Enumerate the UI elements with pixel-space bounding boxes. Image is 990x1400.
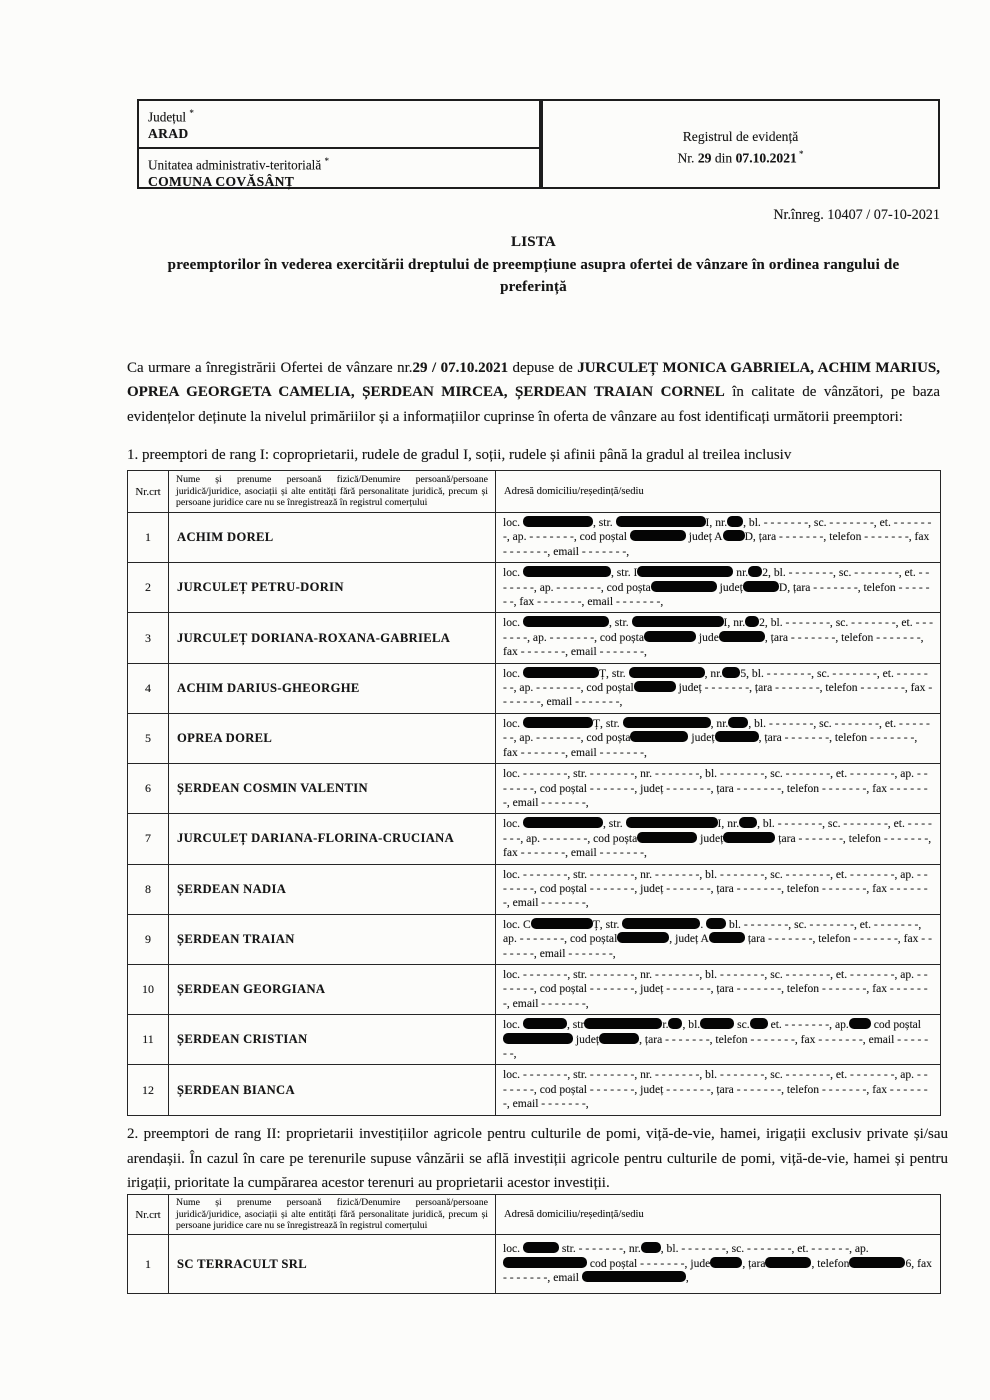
redaction-bar xyxy=(644,631,696,642)
col-header-name: Nume și prenume persoană fizică/Denumire persoană/persoane juridică/juridice, asociații și alte entități fără personalitate juridică, precum și persoane juridice care nu se înregistrează în registrul comerțului xyxy=(169,1195,496,1235)
redaction-bar xyxy=(523,1018,567,1029)
row-number-cell: 2 xyxy=(128,563,169,613)
name-cell: OPREA DOREL xyxy=(169,713,496,763)
uat-label: Unitatea administrativ-teritorială * xyxy=(148,156,329,173)
address-cell: loc. , str. I, nr. , bl. - - - - - - -, sc. - - - - - - -, et. - - - - - - -, ap. - - - - - - -, cod poșta județ țara - - - - - - -, telefon - - - - - - -, fax - - - - - - -, email - - - - - - -, xyxy=(496,814,941,864)
registry-entry: Nr. 29 din 07.10.2021 * xyxy=(677,148,804,166)
redaction-bar xyxy=(630,530,686,541)
row-number-cell: 9 xyxy=(128,914,169,964)
registry-box xyxy=(541,99,940,189)
redaction-bar xyxy=(523,616,609,627)
registry-title: Registrul de evidență xyxy=(682,129,799,144)
address-cell: loc. C Ț, str. . bl. - - - - - - -, sc. - - - - - - -, et. - - - - - - -, ap. - - - - - - -, cod poștal , județ A țara - - - - - - -, telefon - - - - - - -, fax - - - - - - -, email - - - - - - -, xyxy=(496,914,941,964)
redaction-bar xyxy=(710,1257,742,1268)
uat-value: COMUNA COVĂSÂNȚ xyxy=(148,174,295,190)
table-row xyxy=(128,663,941,713)
uat-cell xyxy=(139,149,539,192)
redaction-bar xyxy=(599,1033,639,1044)
redaction-bar xyxy=(849,1018,871,1029)
redaction-bar xyxy=(503,1033,573,1044)
table-row xyxy=(128,563,941,613)
name-cell: JURCULEȚ DARIANA-FLORINA-CRUCIANA xyxy=(169,814,496,864)
rank2-table xyxy=(127,1194,941,1294)
redaction-bar xyxy=(523,516,593,527)
name-cell: ȘERDEAN BIANCA xyxy=(169,1065,496,1115)
table-row xyxy=(128,1015,941,1065)
address-cell: loc. , str. I nr. 2, bl. - - - - - - -, sc. - - - - - - -, et. - - - - - - -, ap. - - - - - - -, cod poșta județ D, țara - - - - - - -, telefon - - - - - - -, fax - - - - - - -, email - - - - - - -, xyxy=(496,563,941,613)
redaction-bar xyxy=(765,1257,811,1268)
redaction-bar xyxy=(616,516,706,527)
address-cell: loc. - - - - - - -, str. - - - - - - -, nr. - - - - - - -, bl. - - - - - - -, sc. - - - - - - -, et. - - - - - - -, ap. - - - - - - -, cod poștal - - - - - - -, județ - - - - - - -, țara - - - - - - -, telefon - - - - - - -, fax - - - - - - -, email - - - - - - -, xyxy=(496,964,941,1014)
title-line2: preemptorilor în vederea exercitării dreptului de preempțiune asupra ofertei de vânzare în ordinea rangului de xyxy=(167,256,900,273)
redaction-bar xyxy=(523,817,603,828)
row-number-cell: 1 xyxy=(128,513,169,563)
document-title xyxy=(127,231,940,299)
redaction-bar xyxy=(719,631,765,642)
row-number-cell: 7 xyxy=(128,814,169,864)
redaction-bar xyxy=(745,616,759,627)
address-cell: loc. - - - - - - -, str. - - - - - - -, nr. - - - - - - -, bl. - - - - - - -, sc. - - - - - - -, et. - - - - - - -, ap. - - - - - - -, cod poștal - - - - - - -, județ - - - - - - -, țara - - - - - - -, telefon - - - - - - -, fax - - - - - - -, email - - - - - - -, xyxy=(496,764,941,814)
rank1-heading: 1. preemptori de rang I: coproprietarii, rudele de gradul I, soții, rudele și afinii până la gradul al treilea inclusiv xyxy=(127,447,792,463)
redaction-bar xyxy=(622,918,700,929)
redaction-bar xyxy=(743,581,779,592)
table-header-row xyxy=(128,1195,941,1235)
table-row xyxy=(128,513,941,563)
table-row xyxy=(128,713,941,763)
name-cell: ȘERDEAN GEORGIANA xyxy=(169,964,496,1014)
name-cell: ȘERDEAN CRISTIAN xyxy=(169,1015,496,1065)
name-cell: SC TERRACULT SRL xyxy=(169,1235,496,1294)
address-cell: loc. - - - - - - -, str. - - - - - - -, nr. - - - - - - -, bl. - - - - - - -, sc. - - - - - - -, et. - - - - - - -, ap. - - - - - - -, cod poștal - - - - - - -, județ - - - - - - -, țara - - - - - - -, telefon - - - - - - -, fax - - - - - - -, email - - - - - - -, xyxy=(496,864,941,914)
county-uat-box xyxy=(137,99,541,189)
redaction-bar xyxy=(709,932,745,943)
redaction-bar xyxy=(523,717,593,728)
redaction-bar xyxy=(715,731,759,742)
redaction-bar xyxy=(503,1257,587,1268)
col-header-nr: Nr.crt xyxy=(128,1195,169,1235)
redaction-bar xyxy=(582,1271,686,1282)
col-header-nr: Nr.crt xyxy=(128,471,169,513)
col-header-address: Adresă domiciliu/reședință/sediu xyxy=(496,471,941,513)
redaction-bar xyxy=(531,918,593,929)
redaction-bar xyxy=(849,1257,905,1268)
redaction-bar xyxy=(626,817,718,828)
row-number-cell: 12 xyxy=(128,1065,169,1115)
redaction-bar xyxy=(629,667,705,678)
redaction-bar xyxy=(584,1018,662,1029)
redaction-bar xyxy=(634,681,676,692)
table-row xyxy=(128,1235,941,1294)
redaction-bar xyxy=(748,566,762,577)
redaction-bar xyxy=(617,932,669,943)
address-cell: loc. Ț, str. , nr. , bl. - - - - - - -, sc. - - - - - - -, et. - - - - - - -, ap. - - - - - - -, cod poșta județ , țara - - - - - - -, telefon - - - - - - -, fax - - - - - - -, email - - - - - - -, xyxy=(496,713,941,763)
redaction-bar xyxy=(723,832,775,843)
county-value: ARAD xyxy=(148,126,189,142)
redaction-bar xyxy=(523,667,599,678)
redaction-bar xyxy=(623,717,711,728)
address-cell: loc. , str. I, nr. 2, bl. - - - - - - -, sc. - - - - - - -, et. - - - - - - -, ap. - - - - - - -, cod poșta jude , țara - - - - - - -, telefon - - - - - - -, fax - - - - - - -, email - - - - - - -, xyxy=(496,613,941,663)
name-cell: ȘERDEAN COSMIN VALENTIN xyxy=(169,764,496,814)
col-header-name: Nume și prenume persoană fizică/Denumire persoană/persoane juridică/juridice, asociații și alte entități fără personalitate juridică, precum și persoane juridice care nu se înregistrează în registrul comerțului xyxy=(169,471,496,513)
redaction-bar xyxy=(632,616,724,627)
rank2-heading: 2. preemptori de rang II: proprietarii investițiilor agricole pentru culturile de pomi, viță-de-vie, hamei, irigații exclusiv private și/sau arendașii. În cazul în care pe terenurile supuse vânzării se află investiții agricole pentru culturile de pomi, viță-de-vie, hamei și pentru irigații, prioritate la cumpărarea acestor terenuri au proprietarii acestor investiții. xyxy=(127,1126,948,1192)
redaction-bar xyxy=(700,1018,734,1029)
redaction-bar xyxy=(728,717,748,728)
address-cell: loc. , str r. , bl. sc. et. - - - - - - -, ap. cod poștal județ , țara - - - - - - -, telefon - - - - - - -, fax - - - - - - -, email - - - - - - -, xyxy=(496,1015,941,1065)
redaction-bar xyxy=(651,581,717,592)
redaction-bar xyxy=(668,1018,682,1029)
redaction-bar xyxy=(523,1242,559,1253)
name-cell: JURCULEȚ DORIANA-ROXANA-GABRIELA xyxy=(169,613,496,663)
name-cell: JURCULEȚ PETRU-DORIN xyxy=(169,563,496,613)
redaction-bar xyxy=(523,566,611,577)
table-row xyxy=(128,864,941,914)
table-row xyxy=(128,914,941,964)
address-cell: loc. - - - - - - -, str. - - - - - - -, nr. - - - - - - -, bl. - - - - - - -, sc. - - - - - - -, et. - - - - - - -, ap. - - - - - - -, cod poștal - - - - - - -, județ - - - - - - -, țara - - - - - - -, telefon - - - - - - -, fax - - - - - - -, email - - - - - - -, xyxy=(496,1065,941,1115)
redaction-bar xyxy=(637,832,697,843)
table-header-row xyxy=(128,471,941,513)
name-cell: ȘERDEAN NADIA xyxy=(169,864,496,914)
county-label: Județul * xyxy=(148,108,194,125)
name-cell: ACHIM DOREL xyxy=(169,513,496,563)
redaction-bar xyxy=(750,1018,768,1029)
redaction-bar xyxy=(727,516,743,527)
table-row xyxy=(128,964,941,1014)
row-number-cell: 11 xyxy=(128,1015,169,1065)
row-number-cell: 10 xyxy=(128,964,169,1014)
redaction-bar xyxy=(706,918,726,929)
row-number-cell: 1 xyxy=(128,1235,169,1294)
table-row xyxy=(128,1065,941,1115)
address-cell: loc. str. - - - - - - -, nr. , bl. - - - - - - -, sc. - - - - - - -, et. - - - - - -, ap. cod poștal - - - - - - -, jude , țara , telefon 6, fax - - - - - - -, email , xyxy=(496,1235,941,1294)
redaction-bar xyxy=(722,667,740,678)
redaction-bar xyxy=(739,817,757,828)
redaction-bar xyxy=(641,1242,661,1253)
county-cell xyxy=(139,101,539,149)
row-number-cell: 5 xyxy=(128,713,169,763)
title-line3: preferință xyxy=(500,279,567,295)
row-number-cell: 3 xyxy=(128,613,169,663)
redaction-bar xyxy=(637,566,733,577)
row-number-cell: 4 xyxy=(128,663,169,713)
row-number-cell: 6 xyxy=(128,764,169,814)
table-row xyxy=(128,764,941,814)
intro-paragraph: Ca urmare a înregistrării Ofertei de vânzare nr.29 / 07.10.2021 depuse de JURCULEȚ MONICA GABRIELA, ACHIM MARIUS, OPREA GEORGETA CAMELIA, ȘERDEAN MIRCEA, ȘERDEAN TRAIAN CORNEL în calitate de vânzători, pe baza evidențelor deținute la nivelul primăriilor și a informațiilor cuprinse în oferta de vânzare au fost identificați următorii preemptori: xyxy=(127,360,941,425)
title-line1: LISTA xyxy=(511,234,556,250)
rank1-table xyxy=(127,470,941,1116)
table-row xyxy=(128,613,941,663)
col-header-address: Adresă domiciliu/reședință/sediu xyxy=(496,1195,941,1235)
address-cell: loc. Ț, str. , nr. 5, bl. - - - - - - -, sc. - - - - - - -, et. - - - - - - -, ap. - - - - - - -, cod poștal județ - - - - - - -, țara - - - - - - -, telefon - - - - - - -, fax - - - - - - -, email - - - - - - -, xyxy=(496,663,941,713)
redaction-bar xyxy=(723,530,745,541)
address-cell: loc. , str. I, nr. , bl. - - - - - - -, sc. - - - - - - -, et. - - - - - - -, ap. - - - - - - -, cod poștal județ A D, țara - - - - - - -, telefon - - - - - - -, fax - - - - - - -, email - - - - - - -, xyxy=(496,513,941,563)
redaction-bar xyxy=(630,731,688,742)
row-number-cell: 8 xyxy=(128,864,169,914)
table-row xyxy=(128,814,941,864)
name-cell: ȘERDEAN TRAIAN xyxy=(169,914,496,964)
name-cell: ACHIM DARIUS-GHEORGHE xyxy=(169,663,496,713)
registration-number: Nr.înreg. 10407 / 07-10-2021 xyxy=(773,207,940,223)
